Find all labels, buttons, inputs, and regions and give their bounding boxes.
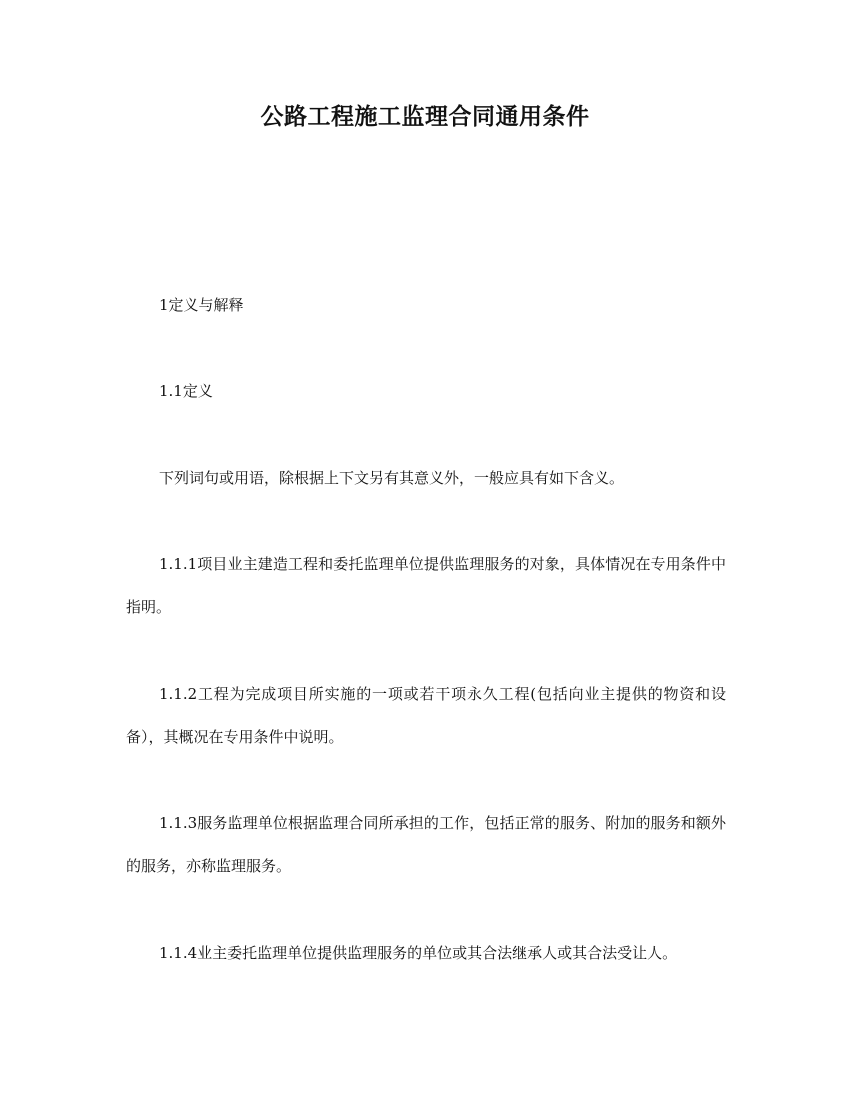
- section-heading-definitions-and-interpretation: 1定义与解释: [159, 296, 244, 314]
- clause-1-1-2: 1.1.2工程为完成项目所实施的一项或若干项永久工程(包括向业主提供的物资和设备），其概况在专用条件中说明。: [126, 685, 726, 746]
- document-title: 公路工程施工监理合同通用条件: [260, 104, 590, 130]
- clause-1-1-3: 1.1.3服务监理单位根据监理合同所承担的工作，包括正常的服务、附加的服务和额外的服务，亦称监理服务。: [126, 814, 726, 875]
- subsection-heading-definitions: 1.1定义: [159, 382, 213, 400]
- clause-1-1-1: 1.1.1项目业主建造工程和委托监理单位提供监理服务的对象，具体情况在专用条件中指明。: [126, 555, 726, 616]
- clause-1-1-4: 1.1.4业主委托监理单位提供监理服务的单位或其合法继承人或其合法受让人。: [159, 944, 678, 962]
- paragraph-intro: 下列词句或用语，除根据上下文另有其意义外，一般应具有如下含义。: [159, 469, 625, 487]
